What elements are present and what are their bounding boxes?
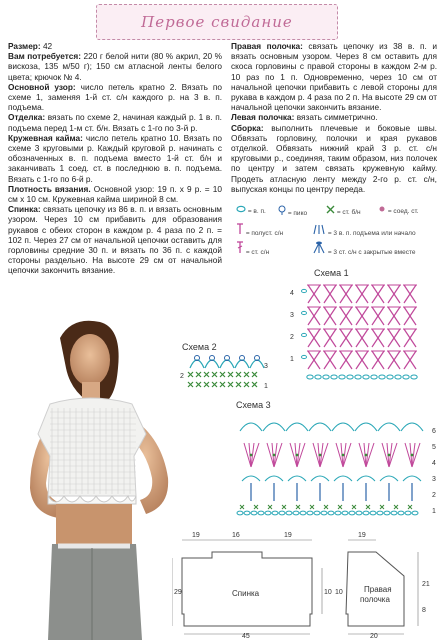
finishing-label: Отделка: [8,112,46,123]
s2-picot-arc [235,360,249,368]
s1-cross-stitch [339,329,353,347]
assembly-paragraph [231,123,437,194]
dim-inner-left: 10 [324,589,332,596]
s2-sc-stitch [236,382,241,387]
scheme-2-title: Схема 2 [182,342,217,352]
s3-base-chain [321,511,327,515]
s3-base-chain [237,511,243,515]
lace-paragraph [8,133,222,184]
s3-base-chain [384,511,390,515]
dim-top-right-a: 19 [284,532,292,539]
s1-base-chain [347,375,353,379]
s3-mid-arc [357,476,375,481]
s3-sc [240,505,244,509]
scheme-2-diagram [176,338,286,400]
dim-top-right-b: 19 [358,532,366,539]
s2-sc-stitch [252,382,257,387]
s1-cross-stitch [307,329,321,347]
s2-row-1: 1 [264,383,268,390]
page-title: Первое свидание [141,13,293,31]
s3-top-arc [355,423,377,431]
title-banner [96,4,338,40]
s1-chain [302,355,307,358]
s1-cross-stitch [371,285,385,303]
s3-base-chain [279,511,285,515]
s1-cross-stitch [339,285,353,303]
s3-sc [324,505,328,509]
legend-fan: = 3 в. п. подъема или начало [312,223,416,237]
s3-base-chain [258,511,264,515]
s1-cross-stitch [371,329,385,347]
s3-sc [268,505,272,509]
scheme-1-diagram [284,265,440,385]
materials-paragraph [8,51,222,82]
s2-sc-stitch [228,372,233,377]
s1-cross-stitch [323,285,337,303]
density-paragraph [8,184,222,204]
s3-sc [394,505,398,509]
dim-right-side-b: 8 [422,607,426,614]
s2-sc-stitch [204,382,209,387]
s3-dot [388,454,391,457]
s1-base-chain [315,375,321,379]
s3-row-5: 5 [432,444,436,451]
s2-picot-arc [205,360,219,368]
s3-dot [365,454,368,457]
s2-sc-stitch [196,372,201,377]
size-text: 42 [40,41,53,51]
left-column [8,41,222,276]
s3-base-chain [314,511,320,515]
s2-sc-stitch [228,382,233,387]
back-piece-label: Спинка [232,589,260,598]
s1-cross-stitch [323,329,337,347]
s2-sc-stitch [212,382,217,387]
s1-base-chain [355,375,361,379]
s1-cross-stitch [387,285,401,303]
s1-base-chain [363,375,369,379]
main-pattern-text: число петель кратно 2. Вязать по схеме 1, заменяя 1-й ст. с/н каждого р. на 3 в. п. подъема. [8,81,222,113]
scheme-1-title: Схема 1 [314,268,349,278]
back-paragraph [8,204,222,275]
assembly-label: Сборка: [231,122,264,133]
s1-row-1: 1 [290,356,294,363]
s1-row-4: 4 [290,290,294,297]
s3-sc [282,505,286,509]
s1-chain [302,333,307,336]
s3-base-chain [398,511,404,515]
legend-sl: = соед. ст. [378,205,419,215]
density-text: Основной узор: 19 п. х 9 р. = 10 см х 10 см. Кружевная кайма шириной 8 см. [8,183,222,205]
s3-base-chain [265,511,271,515]
legend-hdc: = полуст. с/н [236,223,283,237]
lace-text: число петель кратно 10. Вязать по схеме 3 круговыми р. Каждый круговой р. начинать с обозначенных в. п. подъема вместо 1-й ст. б/н и заканчивать 1 соед. ст. в последнюю в. п. подъема. Вязать с 1-го по 6-й р. [8,132,222,184]
s1-cross-stitch [339,351,353,369]
legend-dc3: = 3 ст. с/н с закрытые вместе [312,241,416,256]
s3-base-chain [328,511,334,515]
right-column [231,41,437,194]
dim-top-mid: 16 [232,532,240,539]
s1-base-chain [371,375,377,379]
s2-sc-stitch [196,382,201,387]
scheme-3-title: Схема 3 [236,400,271,410]
s1-cross-stitch [403,351,417,369]
assembly-text: выполнить плечевые и боковые швы. Обвязать горловину, полочки и края рукавов отделкой. Обвязать нижний край 3 р. ст. с/н круговыми р., соединяя, таким образом, низ полочек по центру и затем связать кружевную кайму. Продеть атласную ленту между 2-го р. ст. с/н, выпуская концы по центру переда. [231,122,437,194]
s3-mid-arc [265,476,283,481]
legend-sc: = ст. б/н [326,205,361,216]
finishing-paragraph [8,112,222,132]
s2-row-2: 2 [180,373,184,380]
fan-start-icon [312,223,326,235]
half-double-crochet-icon [236,223,244,235]
s1-cross-stitch [403,329,417,347]
s1-row-2: 2 [290,334,294,341]
size-paragraph [8,41,222,51]
scheme-3-lace [237,423,423,515]
s1-base-chain [387,375,393,379]
s1-cross-stitch [403,307,417,325]
s1-base-chain [379,375,385,379]
s2-sc-stitch [236,372,241,377]
s3-base-chain [349,511,355,515]
s3-base-chain [286,511,292,515]
dc3-together-icon [312,241,326,254]
s1-base-chain [395,375,401,379]
s1-cross-stitch [371,351,385,369]
dim-side-left: 29 [174,589,182,596]
legend-dc: = ст. с/н [236,241,269,256]
s1-cross-stitch [355,285,369,303]
s2-picot-arc [250,360,264,368]
s3-top-arc [286,423,308,431]
picot-icon [278,205,286,215]
s2-picot-arc [220,360,234,368]
symbol-legend [236,203,440,257]
s3-dot [342,454,345,457]
s2-sc-stitch [220,382,225,387]
double-crochet-icon [236,241,244,254]
s3-top-arc [263,423,285,431]
s3-base-chain [342,511,348,515]
model-illustration [0,308,178,640]
s3-base-chain [300,511,306,515]
s3-row-2: 2 [432,492,436,499]
left-front-text: вязать симметрично. [294,112,378,123]
model-photo [0,308,178,640]
main-pattern-label: Основной узор: [8,81,76,92]
s1-chain [302,311,307,314]
s1-cross-stitch [323,307,337,325]
s3-row-3: 3 [432,476,436,483]
s3-sc [352,505,356,509]
scheme-2-grid [188,356,264,388]
back-text: связать цепочку из 86 в. п. и вязать основным узором. Через 10 см прибавить для образования рукавов с обеих сторон в каждом р. 4 раза по 2 п. = 102 п. Через 27 см от начальной цепочки оставить для горловины средние 30 п. и вязать по 36 п. с каждой стороны раздельно. На высоте 29 см от начальной цепочки закончить вязание. [8,204,222,276]
s3-sc [380,505,384,509]
s3-dot [250,454,253,457]
s1-cross-stitch [387,351,401,369]
s3-base-chain [405,511,411,515]
s1-base-chain [339,375,345,379]
s3-top-arc [240,423,262,431]
dim-bottom: 45 [242,633,250,640]
s1-base-chain [307,375,313,379]
s3-sc [310,505,314,509]
materials-label: Вам потребуется: [8,51,81,62]
s3-base-chain [391,511,397,515]
s2-row-3: 3 [264,363,268,370]
s2-picot-arc [190,360,204,368]
s3-base-chain [412,511,418,515]
back-label: Спинка: [8,204,41,215]
s1-cross-stitch [387,329,401,347]
s3-dot [296,454,299,457]
s3-top-arc [378,423,400,431]
s2-sc-stitch [244,382,249,387]
front-piece-label-1: Правая [364,585,392,594]
right-front-paragraph [231,41,437,112]
s3-sc [408,505,412,509]
s1-cross-stitch [323,351,337,369]
s3-base-chain [370,511,376,515]
s1-cross-stitch [307,307,321,325]
s1-base-chain [331,375,337,379]
s1-cross-stitch [307,351,321,369]
left-front-paragraph [231,112,437,122]
s1-cross-stitch [403,285,417,303]
s3-sc [296,505,300,509]
s1-base-chain [403,375,409,379]
s3-dot [273,454,276,457]
s3-dot [319,454,322,457]
s3-sc [338,505,342,509]
s3-row-4: 4 [432,460,436,467]
front-piece-label-2: полочка [360,595,390,604]
s3-mid-arc [242,476,260,481]
s3-top-arc [332,423,354,431]
s3-base-chain [356,511,362,515]
s2-sc-stitch [252,372,257,377]
s3-sc [254,505,258,509]
s1-cross-stitch [355,329,369,347]
s3-row-1: 1 [432,508,436,515]
s1-chain [302,289,307,292]
s2-sc-stitch [188,372,193,377]
s2-sc-stitch [244,372,249,377]
s3-base-chain [272,511,278,515]
s1-cross-stitch [371,307,385,325]
s3-base-chain [251,511,257,515]
legend-picot: = пико [278,205,307,217]
s3-base-chain [244,511,250,515]
legend-chain: = в. п. [236,205,266,215]
sewing-pattern [172,528,440,640]
dim-inner-right: 10 [335,589,343,596]
s2-sc-stitch [204,372,209,377]
s1-base-chain [411,375,417,379]
s3-base-chain [377,511,383,515]
s1-cross-stitch [387,307,401,325]
finishing-text: вязать по схеме 2, начиная каждый р. 1 в. п. подъема перед 1-м ст. б/н. Вязать с 1-го по 3-й р. [8,112,222,133]
lace-label: Кружевная кайма: [8,132,83,143]
s3-mid-arc [380,476,398,481]
s3-base-chain [335,511,341,515]
s3-top-arc [309,423,331,431]
right-front-label: Правая полочка: [231,41,303,51]
density-label: Плотность вязания. [8,183,91,194]
dim-right-side-a: 21 [422,581,430,588]
s3-base-chain [293,511,299,515]
s2-sc-stitch [220,372,225,377]
s3-mid-arc [311,476,329,481]
s1-cross-stitch [339,307,353,325]
s1-base-chain [323,375,329,379]
scheme-3-diagram [222,397,440,525]
size-label: Размер: [8,41,41,51]
s3-mid-arc [334,476,352,481]
scheme-1-grid [302,285,418,379]
s3-mid-arc [403,476,421,481]
s3-base-chain [307,511,313,515]
chain-stitch-icon [236,205,246,213]
s1-cross-stitch [355,307,369,325]
s1-row-3: 3 [290,312,294,319]
s1-cross-stitch [355,351,369,369]
s3-row-6: 6 [432,428,436,435]
s2-sc-stitch [212,372,217,377]
s3-sc [366,505,370,509]
single-crochet-icon [326,205,335,214]
main-pattern-paragraph [8,82,222,113]
slip-stitch-icon [378,205,386,213]
right-front-text: связать цепочку из 38 в. п. и вязать основным узором. Через 8 см оставить для скоса горловины с правой стороны в каждом 2-м р. 10 раз по 1 п. Одновременно, через 10 см от начальной цепочки прибавить с левой стороны для рукава в каждом р. 4 раза по 2 п. На высоте 29 см от начальной цепочки закончить вязание. [231,41,438,113]
s2-sc-stitch [188,382,193,387]
s1-cross-stitch [307,285,321,303]
s3-mid-arc [288,476,306,481]
dim-right-bottom: 20 [370,633,378,640]
s3-base-chain [363,511,369,515]
dim-top-left: 19 [192,532,200,539]
materials-text: 220 г белой нити (80 % акрил, 20 % вискоза, 135 м/50 г); 150 см атласной ленты белого цвета; крючок № 4. [8,51,223,82]
s3-top-arc [401,423,423,431]
s3-dot [411,454,414,457]
left-front-label: Левая полочка: [231,112,295,123]
